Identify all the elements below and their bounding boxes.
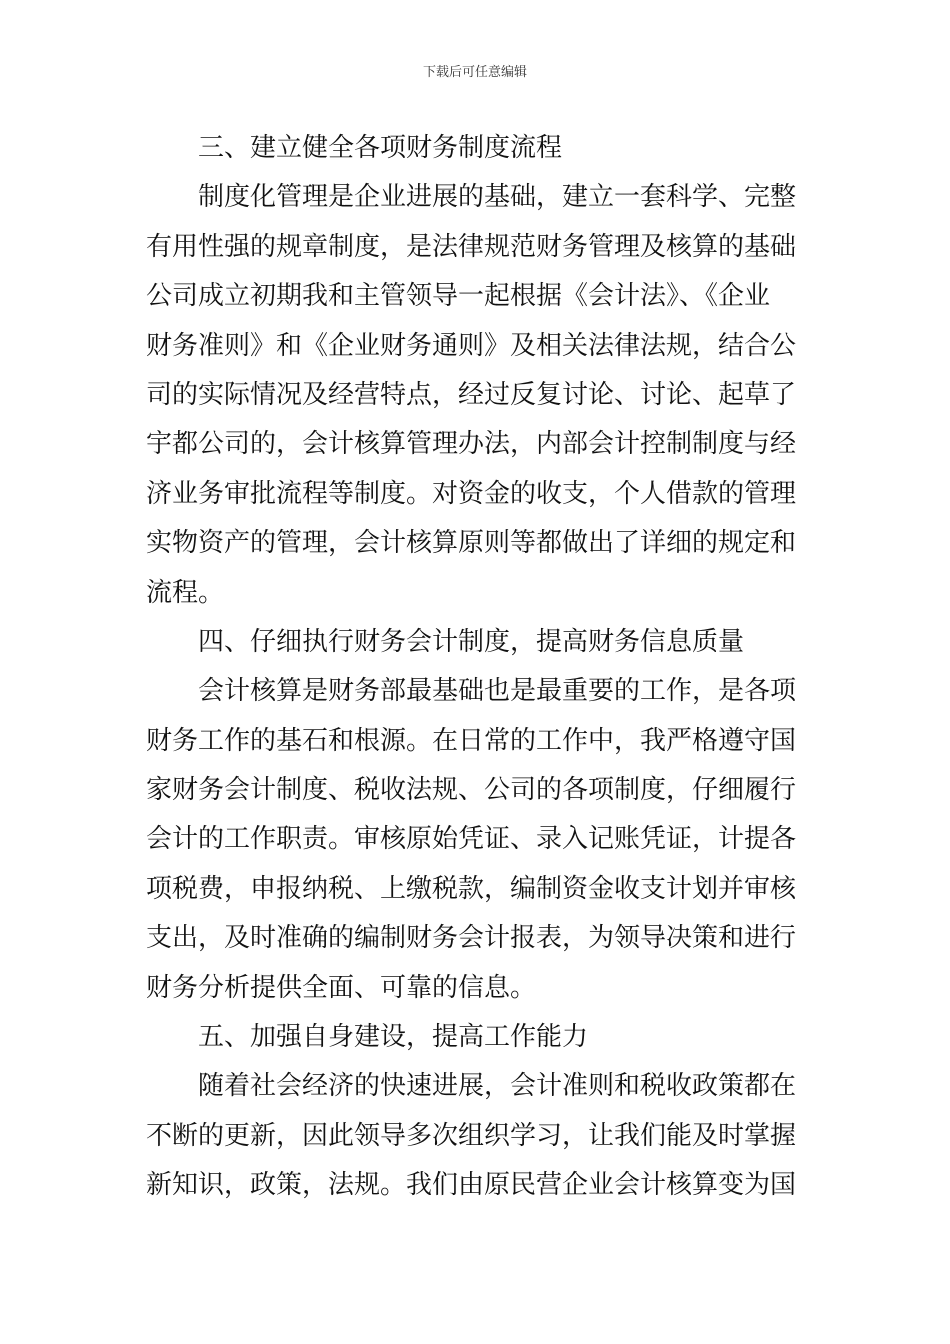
- paragraph-line: 家财务会计制度、税收法规、公司的各项制度，仔细履行: [146, 775, 797, 806]
- paragraph-line: 公司成立初期我和主管领导一起根据《会计法》、《企业: [146, 281, 771, 312]
- paragraph-line: 项税费，申报纳税、上缴税款，编制资金收支计划并审核: [146, 873, 797, 904]
- paragraph-line: 流程。: [146, 577, 225, 608]
- paragraph-line: 支出，及时准确的编制财务会计报表，为领导决策和进行: [146, 923, 797, 954]
- paragraph-line: 司的实际情况及经营特点，经过反复讨论、讨论、起草了: [146, 379, 797, 410]
- paragraph-line: 财务准则》和《企业财务通则》及相关法律法规，结合公: [146, 330, 797, 361]
- document-body: [146, 124, 806, 1211]
- paragraph-line: 制度化管理是企业进展的基础，建立一套科学、完整: [198, 182, 797, 213]
- paragraph-line: 财务工作的基石和根源。在日常的工作中，我严格遵守国: [146, 725, 797, 756]
- page-header: 下载后可任意编辑: [422, 65, 527, 80]
- paragraph-line: 会计的工作职责。审核原始凭证、录入记账凭证，计提各: [146, 824, 797, 855]
- paragraph-line: 会计核算是财务部最基础也是最重要的工作，是各项: [198, 676, 797, 707]
- paragraph-line: 随着社会经济的快速进展，会计准则和税收政策都在: [198, 1071, 797, 1102]
- paragraph-line: 新知识，政策，法规。我们由原民营企业会计核算变为国: [146, 1170, 797, 1201]
- section-heading-3: 三、建立健全各项财务制度流程: [198, 133, 563, 163]
- section-heading-5: 五、加强自身建设，提高工作能力: [198, 1022, 589, 1053]
- paragraph-line: 不断的更新，因此领导多次组织学习，让我们能及时掌握: [146, 1120, 797, 1151]
- paragraph-line: 财务分析提供全面、可靠的信息。: [146, 972, 537, 1003]
- section-heading-4: 四、仔细执行财务会计制度，提高财务信息质量: [198, 626, 745, 657]
- paragraph-line: 实物资产的管理，会计核算原则等都做出了详细的规定和: [146, 528, 797, 559]
- paragraph-line: 有用性强的规章制度，是法律规范财务管理及核算的基础: [146, 231, 797, 262]
- paragraph-line: 济业务审批流程等制度。对资金的收支，个人借款的管理: [146, 478, 797, 509]
- paragraph-line: 宇都公司的，会计核算管理办法，内部会计控制制度与经: [146, 429, 797, 460]
